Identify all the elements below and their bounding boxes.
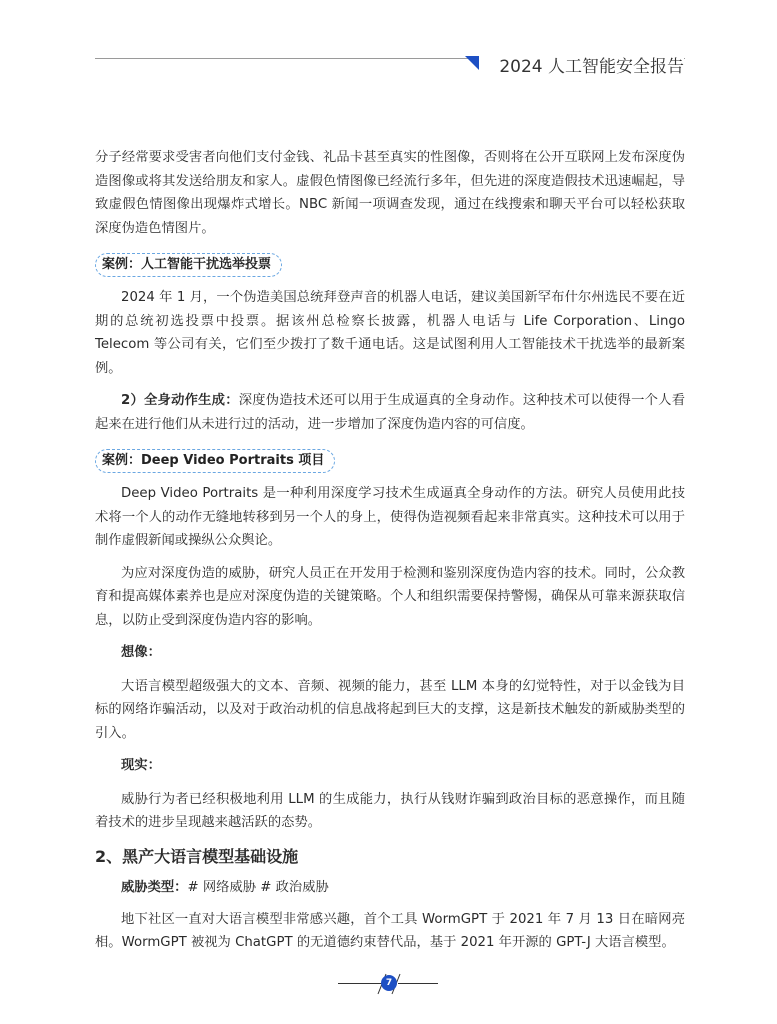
paragraph — [95, 389, 685, 436]
page-number: 7 — [381, 975, 397, 991]
section-heading: 2、黑产大语言模型基础设施 — [95, 846, 299, 866]
footer-rule-right — [398, 983, 438, 984]
threat-type-line — [121, 876, 685, 900]
sub-heading-reality: 现实： — [121, 758, 161, 773]
threat-type-label: 威胁类型： — [121, 880, 188, 895]
paragraph: 为应对深度伪造的威胁，研究人员正在开发用于检测和鉴别深度伪造内容的技术。同时，公众教育和提高媒体素养也是应对深度伪造的关键策略。个人和组织需要保持警惕，确保从可靠来源获取信息，以防止受到深度伪造内容的影响。 — [95, 565, 685, 628]
paragraph: 地下社区一直对大语言模型非常感兴趣，首个工具 WormGPT 于 2021 年 7 月 13 日在暗网亮相。WormGPT 被视为 ChatGPT 的无道德约束替代品，基于 2021 年开源的 GPT-J 大语言模型。 — [95, 911, 685, 950]
paragraph-text: 深度伪造技术还可以用于生成逼真的全身动作。这种技术可以使得一个人看起来在进行他们从未进行过的活动，进一步增加了深度伪造内容的可信度。 — [95, 393, 685, 432]
case-label: 案例：Deep Video Portraits 项目 — [95, 449, 335, 473]
paragraph: Deep Video Portraits 是一种利用深度学习技术生成逼真全身动作的方法。研究人员使用此技术将一个人的动作无缝地转移到另一个人的身上，使得伪造视频看起来非常真实。这种技术可以用于制作虚假新闻或操纵公众舆论。 — [95, 486, 685, 548]
paragraph: 大语言模型超级强大的文本、音频、视频的能力，甚至 LLM 本身的幻觉特性，对于以金钱为目标的网络诈骗活动，以及对于政治动机的信息战将起到巨大的支撑，这是新技术触发的新威胁类型的引入。 — [95, 678, 685, 741]
report-title: 2024 人工智能安全报告 — [479, 52, 684, 77]
document-body — [95, 146, 685, 955]
threat-type-value: # 网络威胁 # 政治威胁 — [187, 880, 329, 895]
paragraph: 2024 年 1 月，一个伪造美国总统拜登声音的机器人电话，建议美国新罕布什尔州选民不要在近期的总统初选投票中投票。据该州总检察长披露，机器人电话与 Life Corporation、Lingo Telecom 等公司有关，它们至少拨打了数千通电话。这是试图利用人工智能技术干扰选举的最新案例。 — [95, 290, 685, 376]
inline-heading: 2）全身动作生成： — [121, 393, 239, 408]
case-label: 案例：人工智能干扰选举投票 — [95, 253, 282, 277]
paragraph: 威胁行为者已经积极地利用 LLM 的生成能力，执行从钱财诈骗到政治目标的恶意操作，而且随着技术的进步呈现越来越活跃的态势。 — [95, 791, 685, 830]
sub-heading-imagine: 想像： — [121, 645, 161, 660]
paragraph: 分子经常要求受害者向他们支付金钱、礼品卡甚至真实的性图像，否则将在公开互联网上发布深度伪造图像或将其发送给朋友和家人。虚假色情图像已经流行多年，但先进的深度造假技术迅速崛起，导致虚假色情图像出现爆炸式增长。NBC 新闻一项调查发现，通过在线搜索和聊天平台可以轻松获取深度伪造色情图片。 — [95, 150, 685, 236]
